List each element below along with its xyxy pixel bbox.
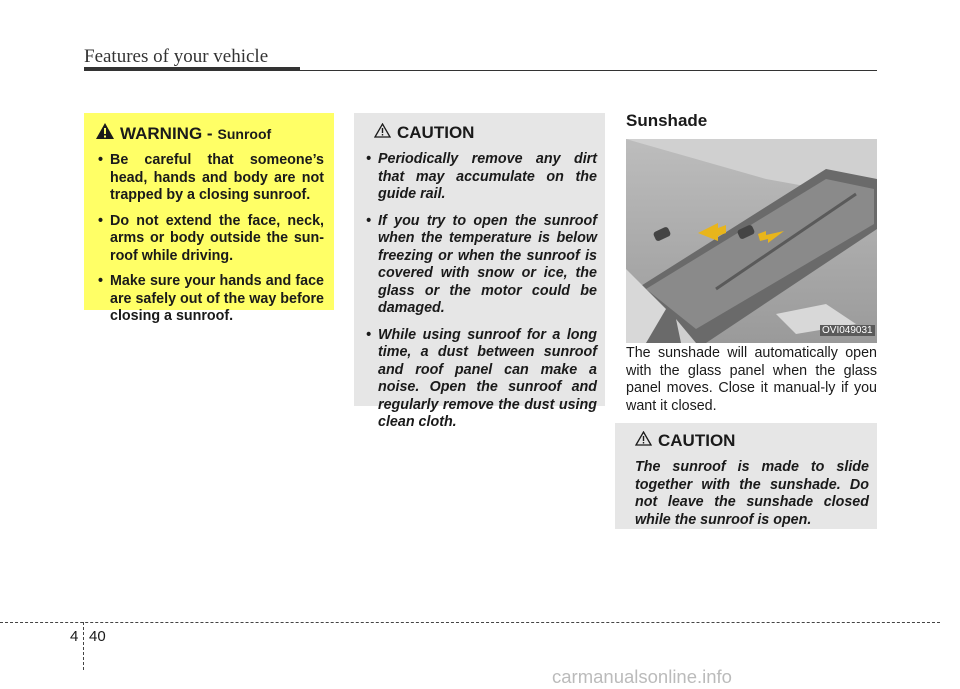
caution-box-2: [615, 423, 877, 529]
sunshade-body-text: The sunshade will automatically open with the glass panel when the glass panel moves. Close it manual-ly if you want it closed.: [626, 345, 877, 414]
warning-label: WARNING -: [120, 123, 213, 143]
caution-heading: [374, 123, 597, 143]
caution-item: • While using sunroof for a long time, a dust between sunroof and roof panel can make a noise. Open the sunroof and regularly remove the dust using clean cloth.: [364, 327, 597, 432]
caution-item: • Periodically remove any dirt that may accumulate on the guide rail.: [364, 151, 597, 204]
caution-heading: [635, 431, 869, 451]
caution-list: [364, 151, 597, 432]
caution-text: The sunroof is made to slide together with the sunshade. Do not leave the sunshade closed while the sunroof is open.: [635, 459, 869, 528]
warning-list: [96, 152, 324, 326]
header-rule-thin: [300, 70, 877, 71]
caution-triangle-icon: [374, 123, 391, 143]
footer-divider: [0, 622, 940, 623]
warning-item: • Be careful that someone’s head, hands and body are not trapped by a closing sunroof.: [96, 152, 324, 205]
caution-triangle-icon: [635, 431, 652, 451]
header-rule: [84, 67, 300, 71]
sunroof-photo: [626, 139, 877, 343]
section-title: Sunshade: [626, 111, 708, 130]
caution-label: CAUTION: [658, 431, 736, 450]
image-code-label: OVI049031: [822, 325, 873, 336]
warning-box: [84, 113, 334, 324]
warning-triangle-icon: [96, 123, 114, 144]
section-number: 4: [70, 628, 79, 645]
warning-item: • Do not extend the face, neck, arms or body outside the sun-roof while driving.: [96, 213, 324, 266]
warning-heading: [96, 123, 324, 144]
caution-item: • If you try to open the sunroof when the temperature is below freezing or when the sunroof is covered with snow or ice, the glass or the motor could be damaged.: [364, 213, 597, 318]
page-number: 40: [89, 628, 106, 645]
watermark-link[interactable]: carmanualsonline.info: [552, 666, 732, 687]
warning-subject: Sunroof: [217, 125, 272, 142]
caution-label: CAUTION: [397, 123, 475, 142]
footer-vertical-divider: [83, 622, 84, 670]
warning-item: • Make sure your hands and face are safely out of the way before closing a sunroof.: [96, 273, 324, 326]
caution-box: [354, 113, 605, 430]
page-header-title: Features of your vehicle: [84, 46, 269, 67]
